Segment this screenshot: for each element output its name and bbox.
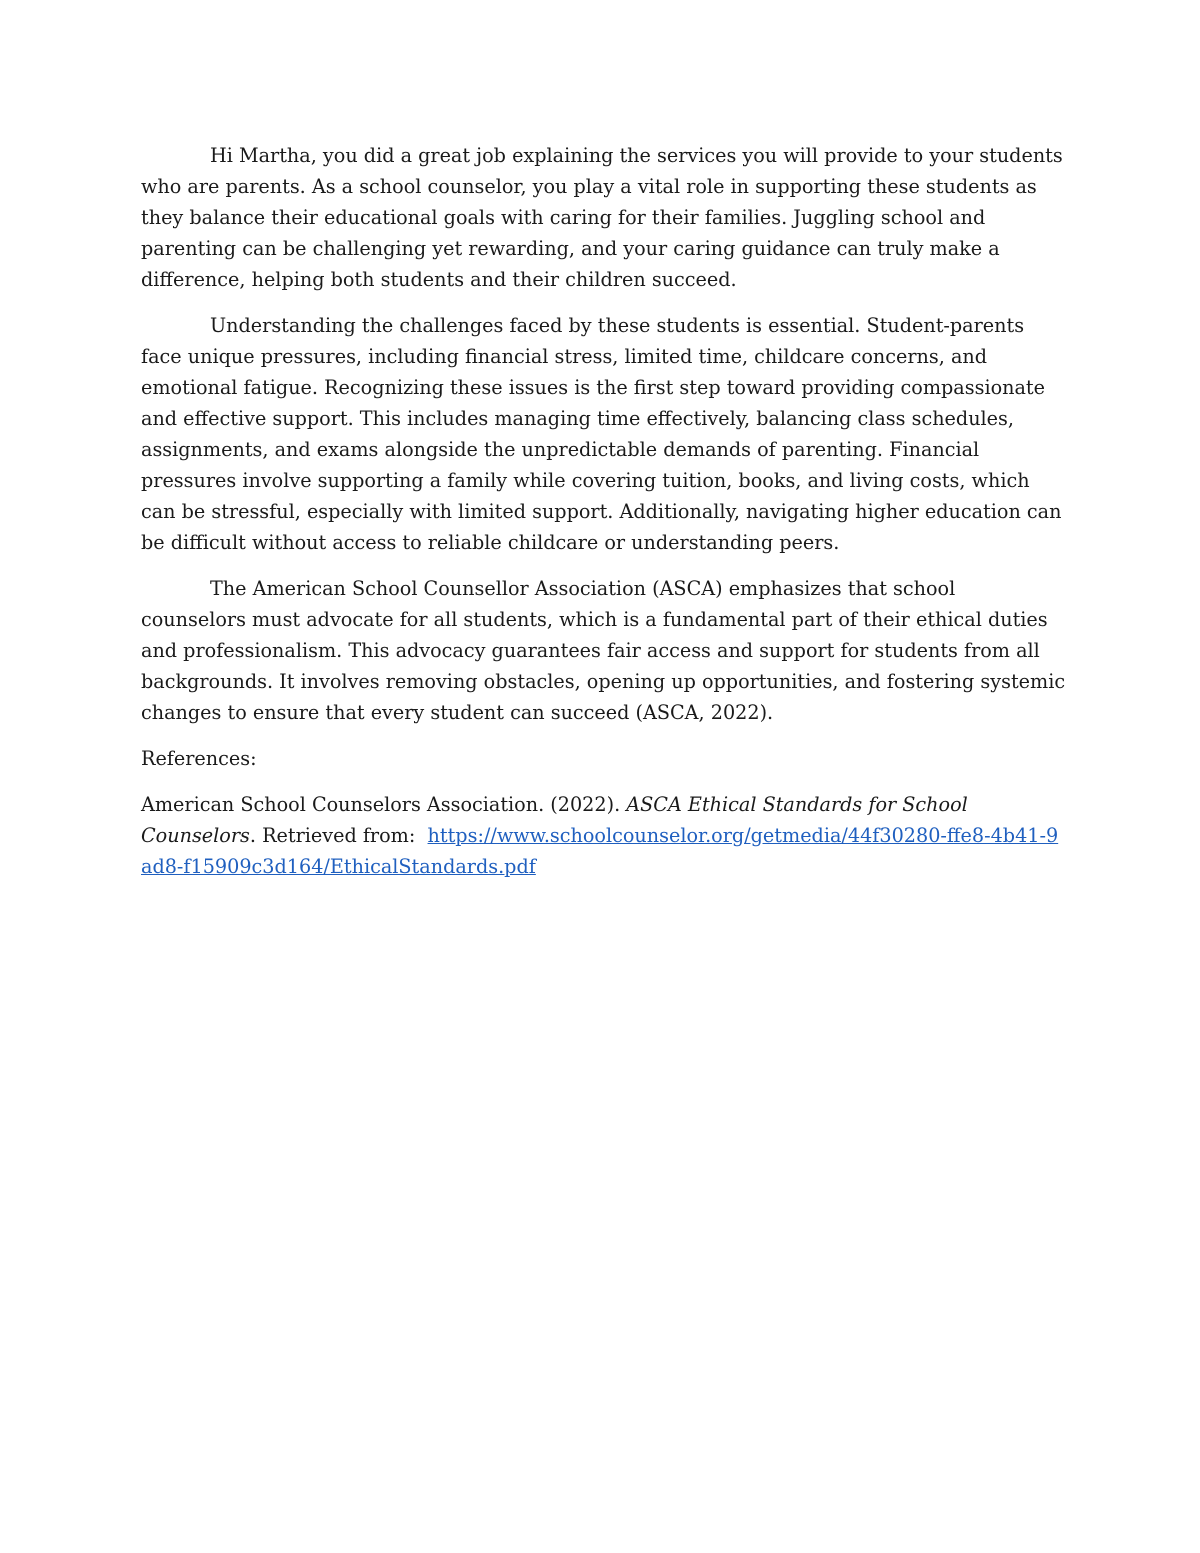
paragraph-2: Understanding the challenges faced by these students is essential. Student-parents face unique pressures, including financial stress, limited time, childcare concerns, and emotional fatigue. Recognizing these issues is the first step toward providing compassionate and effective support. This includes managing time effectively, balancing class schedules, assignments, and exams alongside the unpredictable demands of parenting. Financial pressures involve supporting a family while covering tuition, books, and living costs, which can be stressful, especially with limited support. Additionally, navigating higher education can be difficult without access to reliable childcare or understanding peers. — [141, 314, 1062, 554]
reference-entry — [141, 789, 1066, 882]
reference-retrieved: Retrieved from: — [262, 824, 416, 847]
paragraph-1: Hi Martha, you did a great job explaining the services you will provide to your students who are parents. As a school counselor, you play a vital role in supporting these students as they balance their educational goals with caring for their families. Juggling school and parenting can be challenging yet rewarding, and your caring guidance can truly make a difference, helping both students and their children succeed. — [141, 144, 1063, 291]
reference-author-year: American School Counselors Association. (2022). — [141, 793, 621, 816]
reference-title-period: . — [249, 824, 256, 847]
references-heading: References: — [141, 747, 257, 770]
reference-title: ASCA Ethical Standards for School Counselors — [141, 793, 968, 847]
reference-link[interactable]: https://www.schoolcounselor.org/getmedia/44f30280-ffe8-4b41-9ad8-f15909c3d164/EthicalStandards.pdf — [141, 824, 1059, 878]
paragraph-3: The American School Counsellor Association (ASCA) emphasizes that school counselors must advocate for all students, which is a fundamental part of their ethical duties and professionalism. This advocacy guarantees fair access and support for students from all backgrounds. It involves removing obstacles, opening up opportunities, and fostering systemic changes to ensure that every student can succeed (ASCA, 2022). — [141, 577, 1066, 724]
document-page — [141, 140, 1066, 882]
